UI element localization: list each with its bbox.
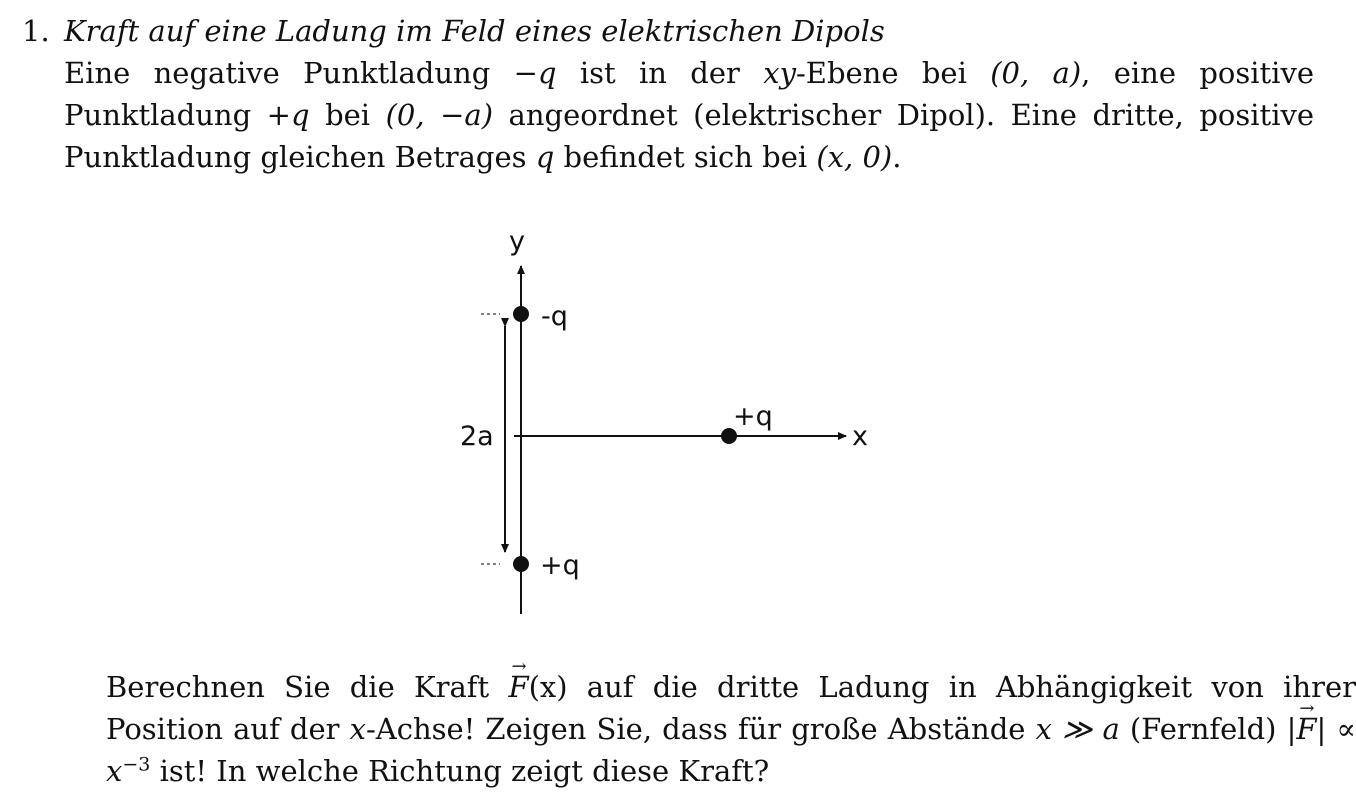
intro-text: . xyxy=(892,140,902,174)
dipole-figure xyxy=(440,222,900,622)
intro-text: befindet sich bei xyxy=(554,140,817,174)
dipole-diagram xyxy=(440,222,900,622)
question-text-part: Berechnen Sie die Kraft xyxy=(106,670,509,704)
question-text xyxy=(106,666,1356,792)
intro-text: Eine negative Punktladung xyxy=(64,56,514,90)
intro-math: (0, a) xyxy=(990,56,1082,90)
exponent: −3 xyxy=(122,753,151,776)
question-math: (x) xyxy=(528,670,568,704)
abs-open: | xyxy=(1286,712,1297,746)
distance-label: 2a xyxy=(460,421,494,452)
charge-label-bottom: +q xyxy=(540,550,580,581)
intro-math: +q xyxy=(266,98,310,132)
charge-label-third: +q xyxy=(733,401,773,432)
intro-math: −q xyxy=(513,56,557,90)
question-text-part: auf die dritte Ladung in Abhängigkeit von ihrer Position auf der xyxy=(106,670,1356,746)
question-math: x xyxy=(349,712,366,746)
problem-heading xyxy=(22,10,1314,52)
question-text-part: (Fernfeld) xyxy=(1119,712,1287,746)
intro-math: xy xyxy=(763,56,796,90)
x-axis-label: x xyxy=(852,421,868,452)
force-vector-symbol: → F xyxy=(508,666,528,708)
force-vector-symbol: → F xyxy=(1296,708,1316,750)
problem-number: 1. xyxy=(22,14,50,48)
intro-text: -Ebene bei xyxy=(795,56,991,90)
y-axis-label: y xyxy=(509,226,525,257)
intro-math: q xyxy=(535,140,555,174)
charge-dot-top xyxy=(513,306,529,322)
problem-block xyxy=(22,10,1314,178)
question-math: ∝ x xyxy=(106,712,1356,788)
question-math: x ≫ a xyxy=(1035,712,1120,746)
intro-text: , eine positive Punktladung xyxy=(64,56,1314,132)
intro-text: angeordnet (elektrischer Dipol). Eine dritte, positive Punktladung gleichen Betrages xyxy=(64,98,1315,174)
problem-intro xyxy=(64,52,1314,178)
question-text-part: -Achse! Zeigen Sie, dass für große Abstände xyxy=(365,712,1036,746)
intro-math: (0, −a) xyxy=(385,98,494,132)
charge-dot-bottom xyxy=(513,556,529,572)
intro-text: ist in der xyxy=(556,56,764,90)
problem-title: Kraft auf eine Ladung im Feld eines elektrischen Dipols xyxy=(64,14,885,48)
intro-text: bei xyxy=(309,98,386,132)
question-text-part: ist! In welche Richtung zeigt diese Kraft? xyxy=(150,754,770,788)
abs-close: | xyxy=(1316,712,1327,746)
intro-math: (x, 0) xyxy=(816,140,893,174)
charge-label-top: -q xyxy=(541,301,568,332)
